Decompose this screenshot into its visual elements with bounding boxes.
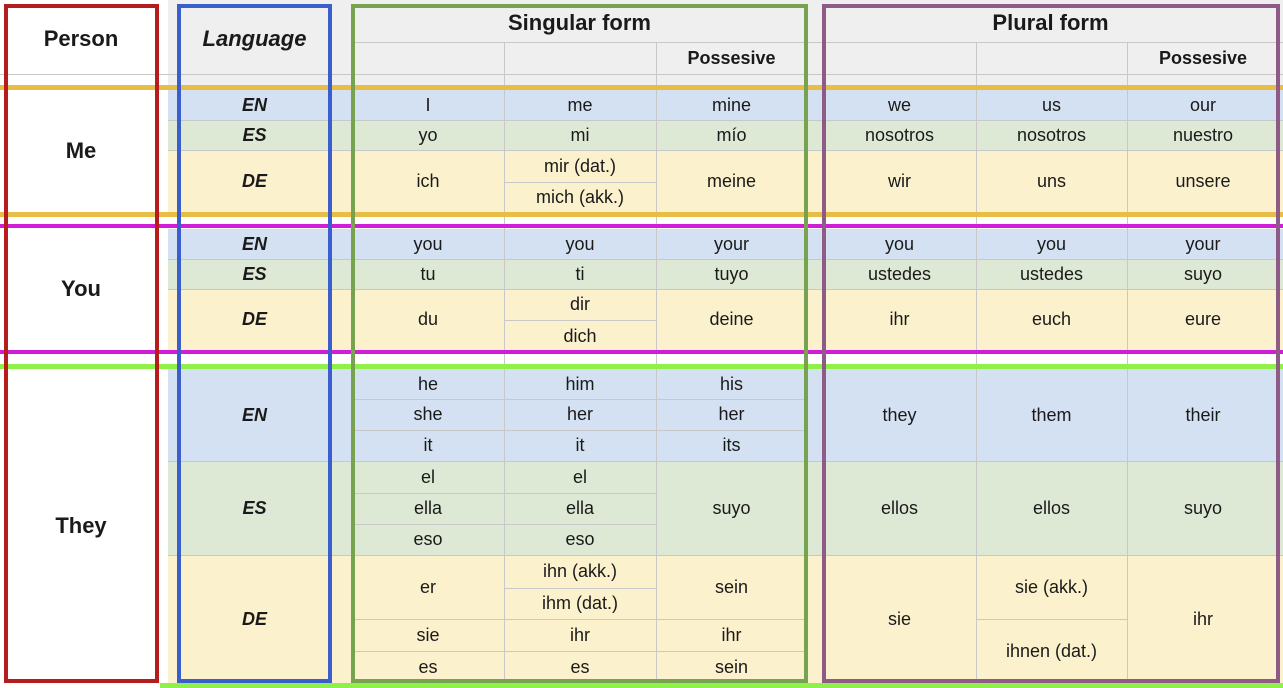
table-cell: it xyxy=(575,435,585,455)
table-cell: yo xyxy=(418,124,438,145)
table-cell: mi xyxy=(570,124,590,145)
table-cell: you xyxy=(565,233,595,254)
table-cell: you xyxy=(413,233,443,254)
table-cell: his xyxy=(719,373,743,394)
table-cell: eso xyxy=(565,529,595,549)
table-cell: ihn (akk.) xyxy=(542,561,618,581)
table-cell: tuyo xyxy=(714,263,749,284)
table-cell: us xyxy=(1041,94,1061,115)
table-cell: ich xyxy=(416,170,440,191)
table-cell: deine xyxy=(709,309,754,329)
table-cell: their xyxy=(1185,404,1221,425)
table-cell: we xyxy=(887,94,911,115)
table-cell: ustedes xyxy=(1019,263,1084,284)
table-cell: he xyxy=(417,373,439,394)
lang-es: ES xyxy=(242,263,267,284)
table-cell: ti xyxy=(575,263,585,284)
lang-en: EN xyxy=(241,404,267,425)
table-cell: ihnen (dat.) xyxy=(1005,640,1098,661)
table-cell: du xyxy=(417,309,439,329)
table-cell: nosotros xyxy=(1016,124,1087,145)
table-cell: ella xyxy=(413,498,443,518)
lang-de: DE xyxy=(241,170,267,191)
lang-en: EN xyxy=(241,233,267,254)
lang-de: DE xyxy=(241,608,267,629)
table-cell: tu xyxy=(420,263,436,284)
table-cell: its xyxy=(722,435,741,455)
table-cell: sein xyxy=(714,656,749,677)
singular-form-header: Singular form xyxy=(507,10,651,35)
table-cell: ihr xyxy=(889,309,910,329)
table-cell: mine xyxy=(711,94,751,115)
table-cell: euch xyxy=(1031,309,1072,329)
table-cell: nosotros xyxy=(864,124,935,145)
table-cell: they xyxy=(882,404,917,425)
person-they: They xyxy=(55,513,107,538)
singular-form-outline xyxy=(351,4,808,683)
table-cell: our xyxy=(1189,94,1216,115)
table-cell: ihr xyxy=(721,624,742,645)
table-cell: eure xyxy=(1184,309,1222,329)
language-column-outline xyxy=(177,4,332,683)
table-cell: you xyxy=(1036,233,1067,254)
table-cell: ihr xyxy=(1192,608,1213,629)
table-cell: uns xyxy=(1036,170,1067,191)
table-cell: el xyxy=(420,466,435,487)
plural-form-outline xyxy=(822,4,1280,683)
table-cell: them xyxy=(1031,404,1072,425)
table-cell: sein xyxy=(714,576,749,597)
table-cell: ustedes xyxy=(867,263,932,284)
table-cell: suyo xyxy=(1183,497,1223,518)
table-cell: es xyxy=(570,656,590,677)
table-cell: wir xyxy=(888,170,911,191)
table-cell: your xyxy=(1185,233,1221,254)
table-cell: suyo xyxy=(1183,263,1223,284)
they-bottom-line xyxy=(160,683,1283,688)
plural-form-header: Plural form xyxy=(992,10,1109,35)
table-cell: it xyxy=(423,435,433,455)
person-column-outline xyxy=(4,4,159,683)
table-cell: eso xyxy=(413,529,443,549)
table-cell: el xyxy=(572,466,587,487)
table-cell: sie xyxy=(887,608,911,629)
person-me: Me xyxy=(65,138,97,163)
table-cell: dich xyxy=(563,325,597,346)
lang-es: ES xyxy=(242,124,267,145)
table-cell: her xyxy=(718,404,745,424)
table-cell: ihr xyxy=(569,624,590,645)
table-cell: sie (akk.) xyxy=(1014,576,1088,597)
table-cell: she xyxy=(413,404,443,424)
table-cell: me xyxy=(567,94,593,115)
table-cell: sie xyxy=(416,624,440,645)
table-cell: ella xyxy=(565,498,595,518)
table-cell: mir (dat.) xyxy=(544,155,616,176)
singular-possessive-header: Possesive xyxy=(687,47,776,68)
table-cell: mío xyxy=(716,124,747,145)
table-cell: unsere xyxy=(1175,170,1231,191)
table-cell: nuestro xyxy=(1172,124,1234,145)
person-header: Person xyxy=(43,26,119,51)
person-you: You xyxy=(61,276,101,301)
lang-es: ES xyxy=(242,497,267,518)
table-cell: ellos xyxy=(880,497,919,518)
lang-de: DE xyxy=(241,309,267,329)
table-cell: mich (akk.) xyxy=(535,186,624,207)
plural-possessive-header: Possesive xyxy=(1158,47,1248,68)
table-cell: I xyxy=(425,94,431,115)
table-cell: him xyxy=(565,373,595,394)
lang-en: EN xyxy=(241,94,267,115)
table-cell: er xyxy=(419,576,436,597)
table-cell: your xyxy=(713,233,749,254)
table-cell: suyo xyxy=(712,497,751,518)
table-cell: es xyxy=(418,656,438,677)
table-cell: dir xyxy=(569,294,590,314)
table-cell: meine xyxy=(706,170,757,191)
table-cell: you xyxy=(884,233,915,254)
language-header: Language xyxy=(202,26,307,51)
table-cell: ellos xyxy=(1032,497,1071,518)
table-cell: her xyxy=(566,404,593,424)
table-cell: ihm (dat.) xyxy=(541,593,619,613)
